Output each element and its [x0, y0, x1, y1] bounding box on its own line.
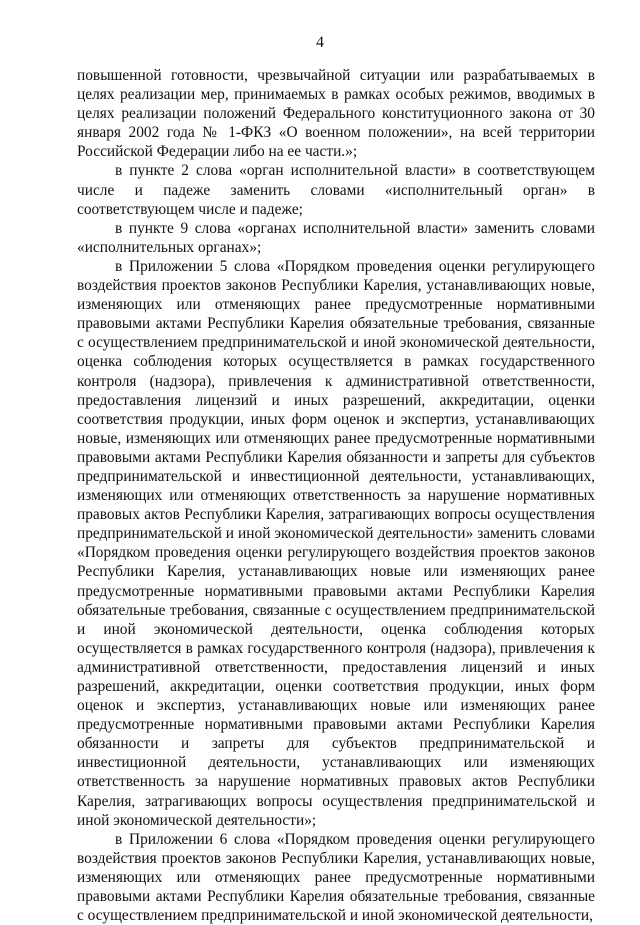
paragraph-continuation: повышенной готовности, чрезвычайной ситуации или разрабатываемых в целях реализации мер, принимаемых в рамках особых режимов, вводимых в целях реализации положений Федерального конституционного закона от 30 января 2002 года № 1-ФКЗ «О военном положении», на всей территории Российской Федерации либо на ее части.»; — [77, 67, 595, 161]
paragraph-point-9: в пункте 9 слова «органах исполнительной власти» заменить словами «исполнительных органах»; — [77, 219, 595, 256]
document-body — [77, 66, 595, 925]
paragraph-point-2: в пункте 2 слова «орган исполнительной власти» в соответствующем числе и падеже заменить словами «исполнительный орган» в соответствующем числе и падеже; — [77, 162, 595, 218]
paragraph-appendix-6: в Приложении 6 слова «Порядком проведения оценки регулирующего воздействия проектов законов Республики Карелия, устанавливающих новые, изменяющих или отменяющих ранее предусмотренные нормативными правовыми актами Республики Карелия обязательные требования, связанные с осуществлением предпринимательской и иной экономической деятельности, — [77, 830, 595, 925]
paragraph-appendix-5: в Приложении 5 слова «Порядком проведения оценки регулирующего воздействия проектов законов Республики Карелия, устанавливающих новые, изменяющих или отменяющих ранее предусмотренные нормативными правовыми актами Республики Карелия обязательные требования, связанные с осуществлением предпринимательской и иной экономической деятельности, оценка соблюдения которых осуществляется в рамках государственного контроля (надзора), привлечения к административной ответственности, предоставления лицензий и иных разрешений, аккредитации, оценки соответствия продукции, иных форм оценок и экспертиз, устанавливающих новые, изменяющих или отменяющих ранее предусмотренные нормативными правовыми актами Республики Карелия обязанности и запреты для субъектов предпринимательской и инвестиционной деятельности, устанавливающих, изменяющих или отменяющих ответственность за нарушение нормативных правовых актов Республики Карелия, затрагивающих вопросы осуществления предпринимательской и иной экономической деятельности» заменить словами «Порядком проведения оценки регулирующего воздействия проектов законов Республики Карелия, устанавливающих новые или изменяющих ранее предусмотренные нормативными правовыми актами Республики Карелия обязательные требования, связанные с осуществлением предпринимательской и иной экономической деятельности, оценка соблюдения которых осуществляется в рамках государственного контроля (надзора), привлечения к административной ответственности, предоставления лицензий и иных разрешений, аккредитации, оценки соответствия продукции, иных форм оценок и экспертиз, устанавливающих новые или изменяющих ранее предусмотренные нормативными правовыми актами Республики Карелия обязанности и запреты для субъектов предпринимательской и инвестиционной деятельности, устанавливающих или изменяющих ответственность за нарушение нормативных правовых актов Республики Карелия, затрагивающих вопросы осуществления предпринимательской и иной экономической деятельности»; — [77, 257, 595, 829]
page-number: 4 — [316, 34, 324, 51]
